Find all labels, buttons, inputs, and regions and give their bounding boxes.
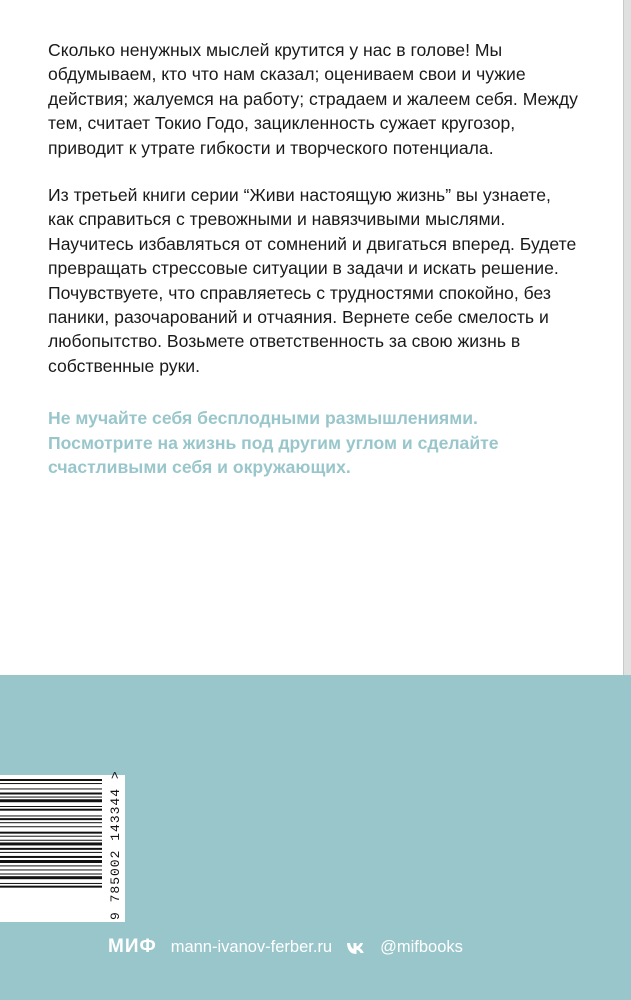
paragraph-1: Сколько ненужных мыслей крутится у нас в голове! Мы обдумываем, кто что нам сказал; оцениваем свои и чужие действия; жалуемся на работу; страдаем и жалеем себя. Между тем, считает Токио Годо, зацикленность сужает кругозор, приводит к утрате гибкости и творческого потенциала. — [48, 40, 578, 158]
barcode-bar — [0, 852, 102, 853]
blurb-text — [48, 38, 578, 480]
barcode-bar — [0, 797, 102, 798]
tagline: Не мучайте себя бесплодными размышлениями. Посмотрите на жизнь под другим углом и сделайте счастливыми себя и окружающих. — [48, 408, 499, 478]
barcode-bar — [0, 793, 102, 795]
website-link[interactable]: mann-ivanov-ferber.ru — [170, 937, 333, 956]
barcode-bar — [0, 842, 102, 845]
isbn-digits: 9 785002 143344 > — [108, 770, 123, 920]
barcode-bar — [0, 874, 102, 875]
barcode-bar — [0, 799, 102, 802]
barcode-bar — [0, 818, 102, 820]
barcode-bar — [0, 886, 102, 888]
barcode-bar — [0, 826, 102, 827]
barcode-bar — [0, 822, 102, 823]
isbn-number — [106, 770, 126, 920]
barcode-bar — [0, 783, 102, 784]
barcode-bar — [0, 883, 102, 884]
barcode-bar — [0, 832, 102, 834]
barcode-bar — [0, 848, 102, 850]
cover-edge — [623, 0, 631, 675]
barcode-bar — [0, 869, 102, 870]
paragraph-2: Из третьей книги серии “Живи настоящую жизнь” вы узнаете, как справиться с тревожными и навязчивыми мыслями. Научитесь избавляться от сомнений и двигаться вперед. Будете превращать стрессовые ситуации в задачи и искать решение. Почувствуете, что справляетесь с трудностями спокойно, без паники, разочарований и отчаяния. Вернете себе смелость и любопытство. Возьмете ответственность за свою жизнь в собственные руки. — [48, 185, 577, 376]
publisher-footer — [108, 932, 463, 962]
barcode-bar — [0, 809, 102, 811]
barcode-bar — [0, 806, 102, 807]
barcode-bar — [0, 815, 102, 816]
publisher-logo: МИФ — [108, 936, 157, 957]
barcode-bar — [0, 860, 102, 863]
barcode-bar — [0, 779, 102, 781]
barcode-bar — [0, 865, 102, 866]
barcode-bar — [0, 836, 102, 837]
barcode-bar — [0, 856, 102, 858]
barcode-bar — [0, 840, 102, 841]
barcode-bar — [0, 876, 102, 879]
social-handle[interactable]: @mifbooks — [380, 937, 463, 956]
barcode-bar — [0, 788, 102, 789]
vk-icon[interactable] — [346, 941, 366, 954]
